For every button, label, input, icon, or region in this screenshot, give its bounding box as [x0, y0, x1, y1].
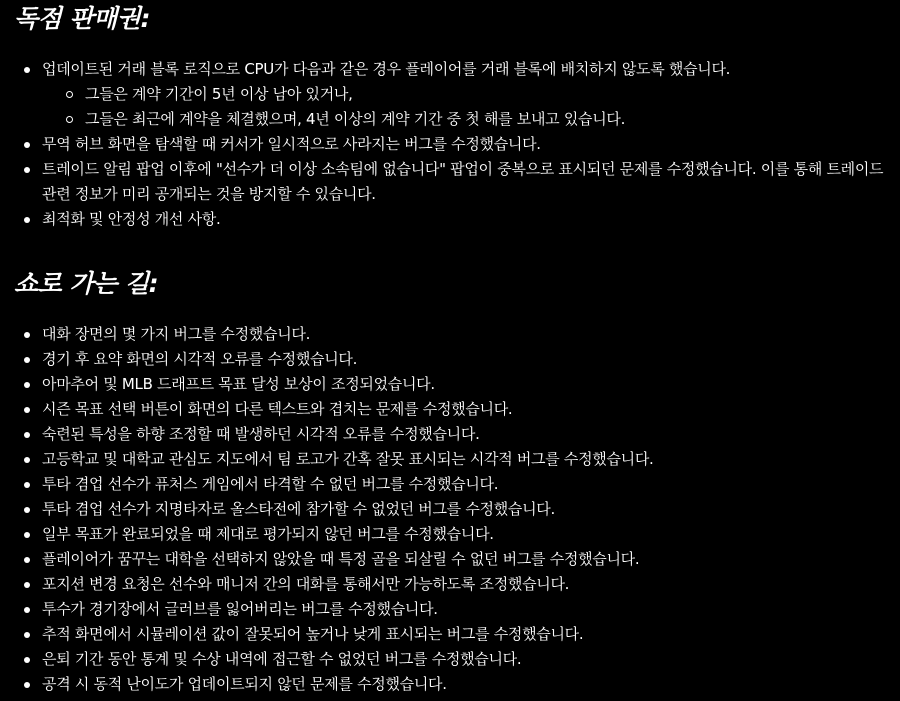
- list-item: 투타 겸업 선수가 지명타자로 올스타전에 참가할 수 없었던 버그를 수정했습니다.: [22, 497, 890, 522]
- list-item: 최적화 및 안정성 개선 사항.: [22, 207, 890, 232]
- list-item: 시즌 목표 선택 버튼이 화면의 다른 텍스트와 겹치는 문제를 수정했습니다.: [22, 397, 890, 422]
- list-item: [22, 57, 890, 132]
- section-heading-road-to-the-show: 쇼로 가는 길:: [14, 269, 159, 298]
- list-item: 포지션 변경 요청은 선수와 매니저 간의 대화를 통해서만 가능하도록 조정했습니다.: [22, 572, 890, 597]
- list-item: 트레이드 알림 팝업 이후에 "선수가 더 이상 소속팀에 없습니다" 팝업이 중복으로 표시되던 문제를 수정했습니다. 이를 통해 트레이드 관련 정보가 미리 공개되는 것을 방지할 수 있습니다.: [22, 157, 890, 207]
- section-heading-franchise: 독점 판매권:: [14, 4, 150, 33]
- list-item: 투타 겸업 선수가 퓨처스 게임에서 타격할 수 없던 버그를 수정했습니다.: [22, 472, 890, 497]
- list-item: 추적 화면에서 시뮬레이션 값이 잘못되어 높거나 낮게 표시되는 버그를 수정했습니다.: [22, 622, 890, 647]
- list-item: 경기 후 요약 화면의 시각적 오류를 수정했습니다.: [22, 347, 890, 372]
- list-item: 일부 목표가 완료되었을 때 제대로 평가되지 않던 버그를 수정했습니다.: [22, 522, 890, 547]
- list-item: 공격 시 동적 난이도가 업데이트되지 않던 문제를 수정했습니다.: [22, 672, 890, 697]
- sub-list: [42, 82, 890, 132]
- list-item: 숙련된 특성을 하향 조정할 때 발생하던 시각적 오류를 수정했습니다.: [22, 422, 890, 447]
- list-item: 고등학교 및 대학교 관심도 지도에서 팀 로고가 간혹 잘못 표시되는 시각적 버그를 수정했습니다.: [22, 447, 890, 472]
- list-item: 투수가 경기장에서 글러브를 잃어버리는 버그를 수정했습니다.: [22, 597, 890, 622]
- list-item: 아마추어 및 MLB 드래프트 목표 달성 보상이 조정되었습니다.: [22, 372, 890, 397]
- list-item: 무역 허브 화면을 탐색할 때 커서가 일시적으로 사라지는 버그를 수정했습니다.: [22, 132, 890, 157]
- list-item: 은퇴 기간 동안 통계 및 수상 내역에 접근할 수 없었던 버그를 수정했습니다.: [22, 647, 890, 672]
- list-item: 플레이어가 꿈꾸는 대학을 선택하지 않았을 때 특정 골을 되살릴 수 없던 버그를 수정했습니다.: [22, 547, 890, 572]
- franchise-list: [22, 57, 890, 232]
- list-item-text: 업데이트된 거래 블록 로직으로 CPU가 다음과 같은 경우 플레이어를 거래 블록에 배치하지 않도록 했습니다.: [42, 60, 731, 78]
- sub-list-item: 그들은 최근에 계약을 체결했으며, 4년 이상의 계약 기간 중 첫 해를 보내고 있습니다.: [42, 107, 890, 132]
- list-item: 대화 장면의 몇 가지 버그를 수정했습니다.: [22, 322, 890, 347]
- road-to-the-show-list: [22, 322, 890, 697]
- sub-list-item: 그들은 계약 기간이 5년 이상 남아 있거나,: [42, 82, 890, 107]
